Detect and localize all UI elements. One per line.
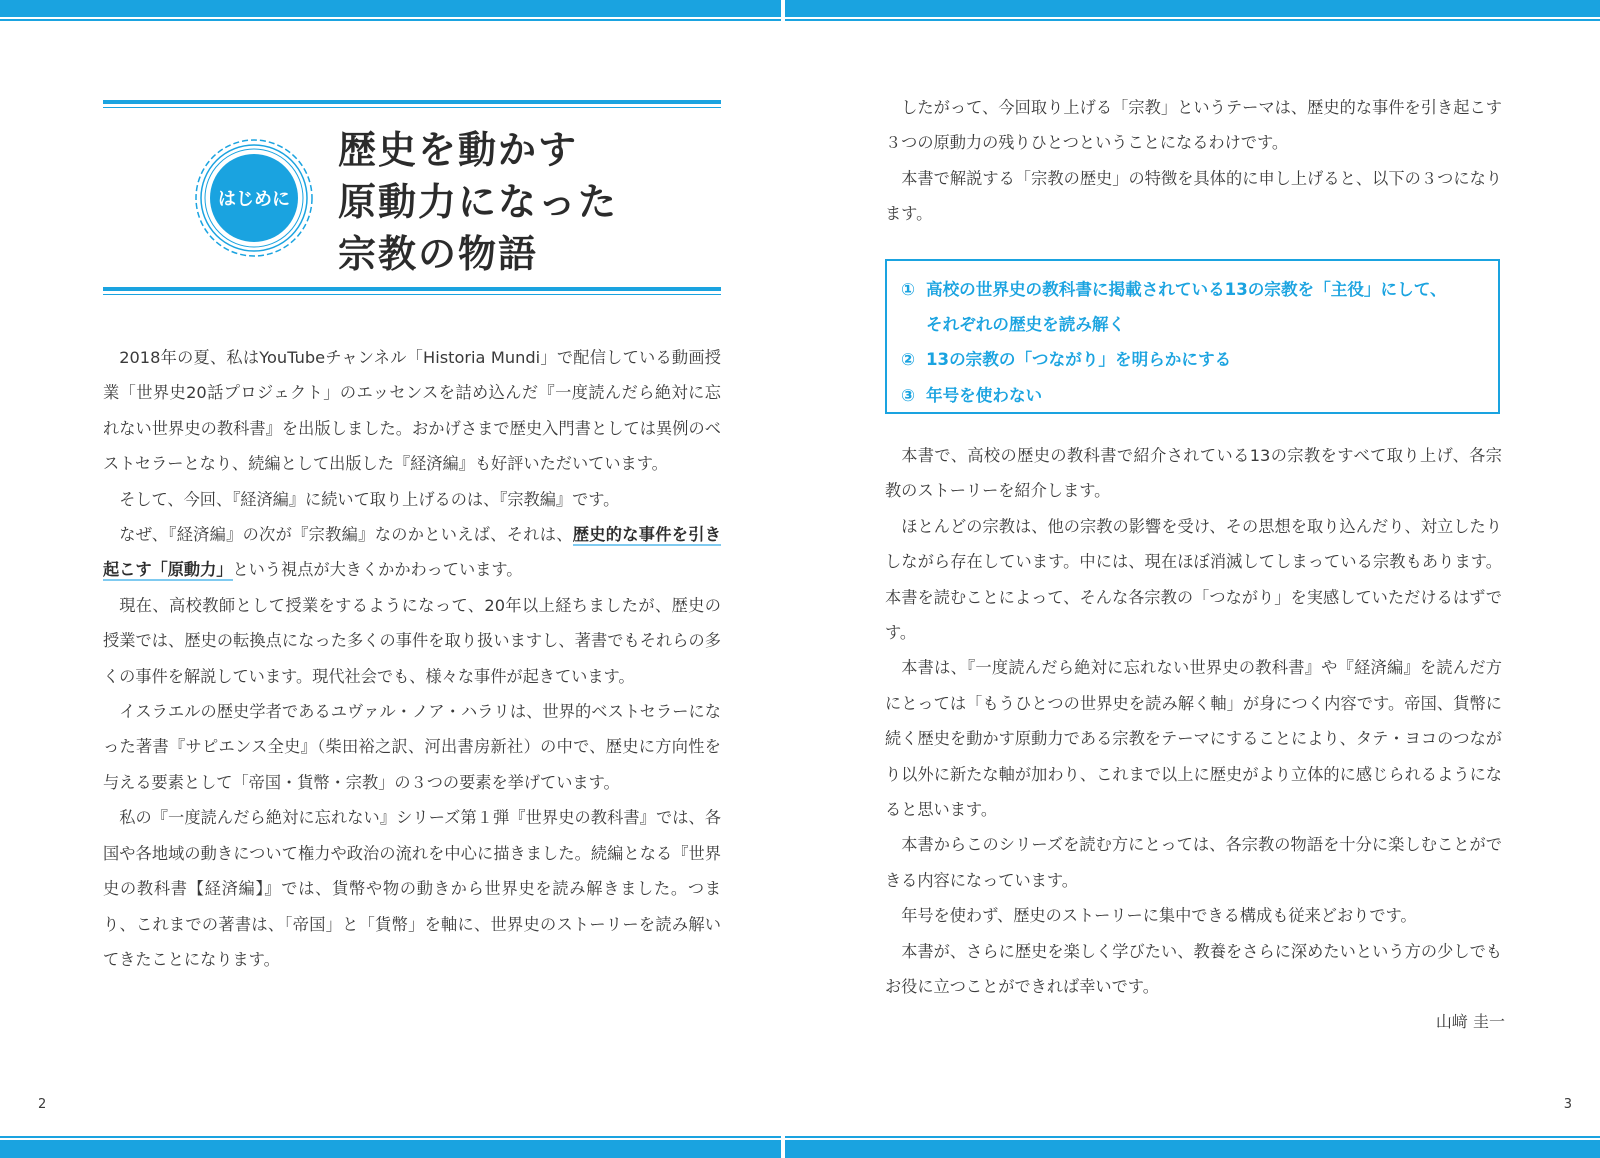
title-rule-top — [103, 100, 721, 104]
feature-text: 年号を使わない — [926, 385, 1043, 405]
title-rule-bottom — [103, 287, 721, 291]
paragraph — [103, 517, 721, 588]
author-signature: 山﨑 圭一 — [1435, 1012, 1505, 1031]
badge-label: はじめに — [218, 189, 290, 210]
feature-text: 高校の世界史の教科書に掲載されている13の宗教を「主役」にして、 — [926, 280, 1447, 299]
page-number: 3 — [1563, 1097, 1572, 1112]
title-line: 宗教の物語 — [338, 232, 539, 276]
paragraph: 2018年の夏、私はYouTubeチャンネル「Historia Mundi」で配信している動画授業「世界史20話プロジェクト」のエッセンスを詰め込んだ『一度読んだら絶対に忘れない世界史の教科書』を出版しました。おかげさまで歴史入門書としては異例のベストセラーとなり、続編として出版した『経済編』も好評いただいています。 — [103, 348, 721, 474]
title-line: 歴史を動かす — [338, 128, 579, 172]
paragraph: 本書からこのシリーズを読む方にとっては、各宗教の物語を十分に楽しむことができる内容になっています。 — [885, 835, 1502, 890]
feature-item — [901, 378, 1484, 413]
emphasis-text: 歴史的な事件を引き起こす「原動力」 — [103, 525, 721, 580]
chapter-title — [338, 124, 708, 280]
paragraph: ほとんどの宗教は、他の宗教の影響を受け、その思想を取り込んだり、対立したりしながら存在しています。中には、現在ほぼ消滅してしまっている宗教もあります。本書を読むことによって、そんな各宗教の「つながり」を実感していただけるはずです。 — [885, 516, 1502, 643]
paragraph-text: なぜ、『経済編』の次が『宗教編』なのかといえば、それは、 — [119, 525, 573, 545]
paragraph: 私の『一度読んだら絶対に忘れない』シリーズ第１弾『世界史の教科書』では、各国や各地域の動きについて権力や政治の流れを中心に描きました。続編となる『世界史の教科書【経済編】』では、貨幣や物の動きから世界史を読み解きました。つまり、これまでの著書は、「帝国」と「貨幣」を軸に、世界史のストーリーを読み解いてきたことになります。 — [103, 808, 721, 969]
paragraph: 本書が、さらに歴史を楽しく学びたい、教養をさらに深めたいという方の少しでもお役に立つことができれば幸いです。 — [885, 941, 1502, 997]
left-body-text — [103, 340, 721, 977]
paragraph: 現在、高校教師として授業をするようになって、20年以上経ちましたが、歴史の授業では、歴史の転換点になった多くの事件を取り扱いますし、著書でもそれらの多くの事件を解説しています。現代社会でも、様々な事件が起きています。 — [103, 595, 721, 686]
paragraph: 本書で解説する「宗教の歴史」の特徴を具体的に申し上げると、以下の３つになります。 — [885, 168, 1502, 224]
feature-number: ② — [901, 350, 916, 370]
title-line: 原動力になった — [338, 180, 619, 224]
paragraph: 本書で、高校の歴史の教科書で紹介されている13の宗教をすべて取り上げ、各宗教のストーリーを紹介します。 — [885, 446, 1502, 501]
feature-item — [901, 272, 1484, 342]
paragraph-text: という視点が大きくかかわっています。 — [232, 560, 523, 580]
paragraph: 本書は、『一度読んだら絶対に忘れない世界史の教科書』や『経済編』を読んだ方にとっては「もうひとつの世界史を読み解く軸」が身につく内容です。帝国、貨幣に続く歴史を動かす原動力である宗教をテーマにすることにより、タテ・ヨコのつながり以外に新たな軸が加わり、これまで以上に歴史がより立体的に感じられるようになると思います。 — [885, 658, 1502, 820]
paragraph: したがって、今回取り上げる「宗教」というテーマは、歴史的な事件を引き起こす３つの原動力の残りひとつということになるわけです。 — [885, 98, 1502, 153]
right-intro-text — [885, 90, 1502, 232]
paragraph: イスラエルの歴史学者であるユヴァル・ノア・ハラリは、世界的ベストセラーになった著書『サピエンス全史』（柴田裕之訳、河出書房新社）の中で、歴史に方向性を与える要素として「帝国・貨幣・宗教」の３つの要素を挙げています。 — [103, 702, 721, 792]
paragraph: 年号を使わず、歴史のストーリーに集中できる構成も従来どおりです。 — [901, 906, 1417, 926]
feature-item — [901, 342, 1484, 377]
left-page — [0, 0, 783, 1158]
feature-text: 13の宗教の「つながり」を明らかにする — [926, 350, 1232, 370]
right-body-text — [885, 438, 1502, 1005]
right-page — [785, 0, 1600, 1158]
paragraph: そして、今回、『経済編』に続いて取り上げるのは、『宗教編』です。 — [119, 489, 620, 509]
feature-number: ③ — [901, 385, 916, 405]
feature-callout-box — [885, 259, 1500, 414]
feature-number: ① — [901, 280, 916, 299]
page-number: 2 — [38, 1097, 47, 1112]
feature-text-continued: それぞれの歴史を読み解く — [926, 315, 1126, 335]
chapter-badge — [193, 137, 315, 259]
